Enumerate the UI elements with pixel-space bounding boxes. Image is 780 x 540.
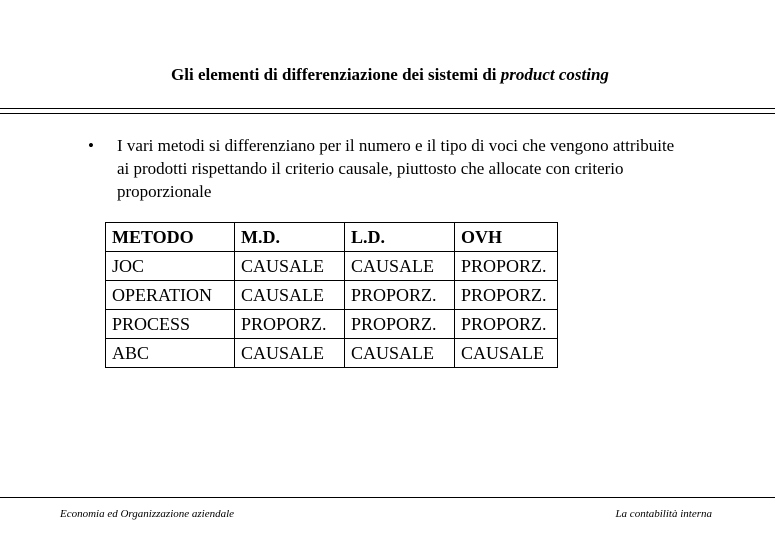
table-cell: CAUSALE [345,252,455,281]
table-cell: CAUSALE [235,281,345,310]
table-cell: JOC [106,252,235,281]
page-title-text: Gli elementi di differenziazione dei sistemi di [171,65,497,84]
page-title-italic: product costing [500,65,609,84]
page-title [0,65,780,85]
bullet-symbol: • [88,136,94,155]
table-row [106,339,558,368]
table-cell: CAUSALE [235,339,345,368]
table-cell: ABC [106,339,235,368]
table-cell: OPERATION [106,281,235,310]
footer-divider [0,497,775,498]
table-header-cell: L.D. [345,223,455,252]
table-header-cell: METODO [106,223,235,252]
table-cell: PROPORZ. [455,281,558,310]
footer-course-title: Economia ed Organizzazione aziendale [60,508,235,520]
table-row [106,310,558,339]
header-divider-top [0,108,775,109]
table-header-cell: OVH [455,223,558,252]
table-row [106,281,558,310]
table-row [106,252,558,281]
table-cell: PROPORZ. [345,281,455,310]
costing-methods-table [105,222,558,368]
bullet-point [88,134,688,203]
header-divider-bottom [0,113,775,114]
table-cell: PROPORZ. [235,310,345,339]
table-cell: PROPORZ. [455,310,558,339]
table-cell: CAUSALE [455,339,558,368]
table-cell: PROPORZ. [455,252,558,281]
table-header-row [106,223,558,252]
footer-section-title: La contabilità interna [615,508,712,520]
table-cell: PROCESS [106,310,235,339]
bullet-text: I vari metodi si differenziano per il numero e il tipo di voci che vengono attribuite ai prodotti rispettando il criterio causale, piuttosto che allocate con criterio proporzionale [117,136,675,201]
table-cell: CAUSALE [345,339,455,368]
table-cell: CAUSALE [235,252,345,281]
table-cell: PROPORZ. [345,310,455,339]
table-header-cell: M.D. [235,223,345,252]
